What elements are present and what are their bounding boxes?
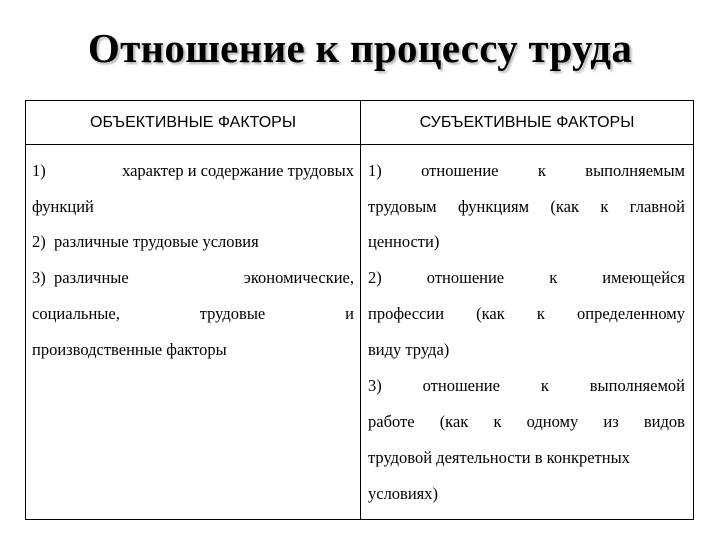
subjective-line-7: 3) отношение к выполняемой <box>368 376 685 395</box>
subjective-line-6: виду труда) <box>368 340 450 359</box>
column-divider <box>360 101 361 519</box>
subjective-line-3: ценности) <box>368 232 440 251</box>
subjective-line-5: профессии (как к определенному <box>368 304 685 323</box>
header-objective-factors: ОБЪЕКТИВНЫЕ ФАКТОРЫ <box>90 114 296 131</box>
factors-table <box>25 100 694 520</box>
objective-line-5: социальные, трудовые и <box>32 304 354 323</box>
objective-line-3: 2) различные трудовые условия <box>32 232 259 251</box>
subjective-line-9: трудовой деятельности в конкретных <box>368 448 630 467</box>
objective-line-4: 3) различные экономические, <box>32 268 354 287</box>
subjective-line-8: работе (как к одному из видов <box>368 412 685 431</box>
subjective-line-1: 1) отношение к выполняемым <box>368 161 685 180</box>
objective-line-2: функций <box>32 197 94 216</box>
subjective-line-2: трудовым функциям (как к главной <box>368 197 685 216</box>
slide-title: Отношение к процессу труда <box>87 25 633 71</box>
header-divider <box>26 144 693 145</box>
objective-line-6: производственные факторы <box>32 340 227 359</box>
header-subjective-factors: СУБЪЕКТИВНЫЕ ФАКТОРЫ <box>419 114 635 131</box>
subjective-line-10: условиях) <box>368 484 439 503</box>
subjective-line-4: 2) отношение к имеющейся <box>368 268 685 287</box>
objective-line-1: 1) характер и содержание трудовых <box>32 161 354 180</box>
